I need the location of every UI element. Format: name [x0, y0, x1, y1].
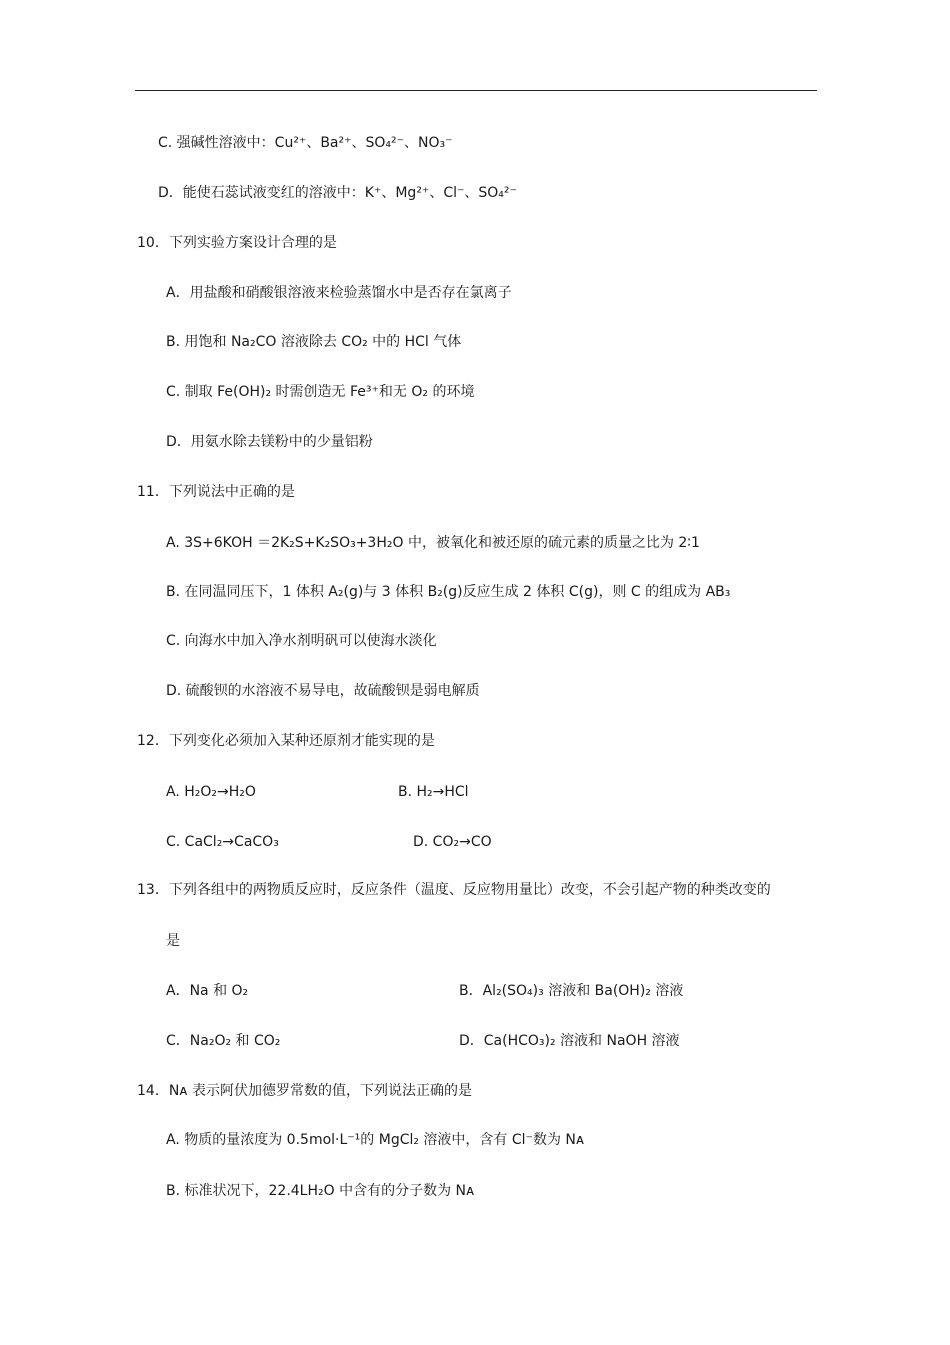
question-10: 10．下列实验方案设计合理的是: [137, 235, 337, 251]
option-9d: D．能使石蕊试液变红的溶液中：K⁺、Mg²⁺、Cl⁻、SO₄²⁻: [158, 185, 517, 201]
question-12: 12．下列变化必须加入某种还原剂才能实现的是: [137, 733, 435, 749]
option-13b: B．Al₂(SO₄)₃ 溶液和 Ba(OH)₂ 溶液: [459, 983, 684, 999]
header-rule: [135, 90, 817, 91]
option-11d: D. 硫酸钡的水溶液不易导电，故硫酸钡是弱电解质: [166, 683, 480, 699]
option-13c: C．Na₂O₂ 和 CO₂: [166, 1033, 281, 1049]
option-12a: A. H₂O₂→H₂O: [166, 784, 256, 800]
option-12d: D. CO₂→CO: [413, 834, 492, 850]
option-10a: A．用盐酸和硝酸银溶液来检验蒸馏水中是否存在氯离子: [166, 285, 512, 301]
question-13: 13．下列各组中的两物质反应时，反应条件（温度、反应物用量比）改变，不会引起产物的种类改变的: [137, 882, 771, 898]
option-12c: C. CaCl₂→CaCO₃: [166, 834, 279, 850]
option-10c: C. 制取 Fe(OH)₂ 时需创造无 Fe³⁺和无 O₂ 的环境: [166, 384, 475, 400]
option-10b: B. 用饱和 Na₂CO 溶液除去 CO₂ 中的 HCl 气体: [166, 334, 462, 350]
question-11: 11．下列说法中正确的是: [137, 484, 295, 500]
option-11a: A. 3S+6KOH ＝2K₂S+K₂SO₃+3H₂O 中，被氧化和被还原的硫元素的质量之比为 2∶1: [166, 535, 700, 551]
option-11c: C. 向海水中加入净水剂明矾可以使海水淡化: [166, 633, 437, 649]
option-12b: B. H₂→HCl: [398, 784, 469, 800]
option-13d: D．Ca(HCO₃)₂ 溶液和 NaOH 溶液: [459, 1033, 680, 1049]
question-14: 14．Nᴀ 表示阿伏加德罗常数的值，下列说法正确的是: [137, 1083, 473, 1099]
option-13a: A．Na 和 O₂: [166, 983, 249, 999]
option-14b: B. 标准状况下，22.4LH₂O 中含有的分子数为 Nᴀ: [166, 1183, 475, 1199]
option-9c: C. 强碱性溶液中：Cu²⁺、Ba²⁺、SO₄²⁻、NO₃⁻: [158, 135, 453, 151]
option-10d: D．用氨水除去镁粉中的少量铝粉: [166, 434, 373, 450]
option-14a: A. 物质的量浓度为 0.5mol·L⁻¹的 MgCl₂ 溶液中，含有 Cl⁻数为 Nᴀ: [166, 1132, 585, 1148]
option-11b: B. 在同温同压下，1 体积 A₂(g)与 3 体积 B₂(g)反应生成 2 体积 C(g)，则 C 的组成为 AB₃: [166, 584, 731, 600]
question-13-continued: 是: [166, 933, 180, 949]
